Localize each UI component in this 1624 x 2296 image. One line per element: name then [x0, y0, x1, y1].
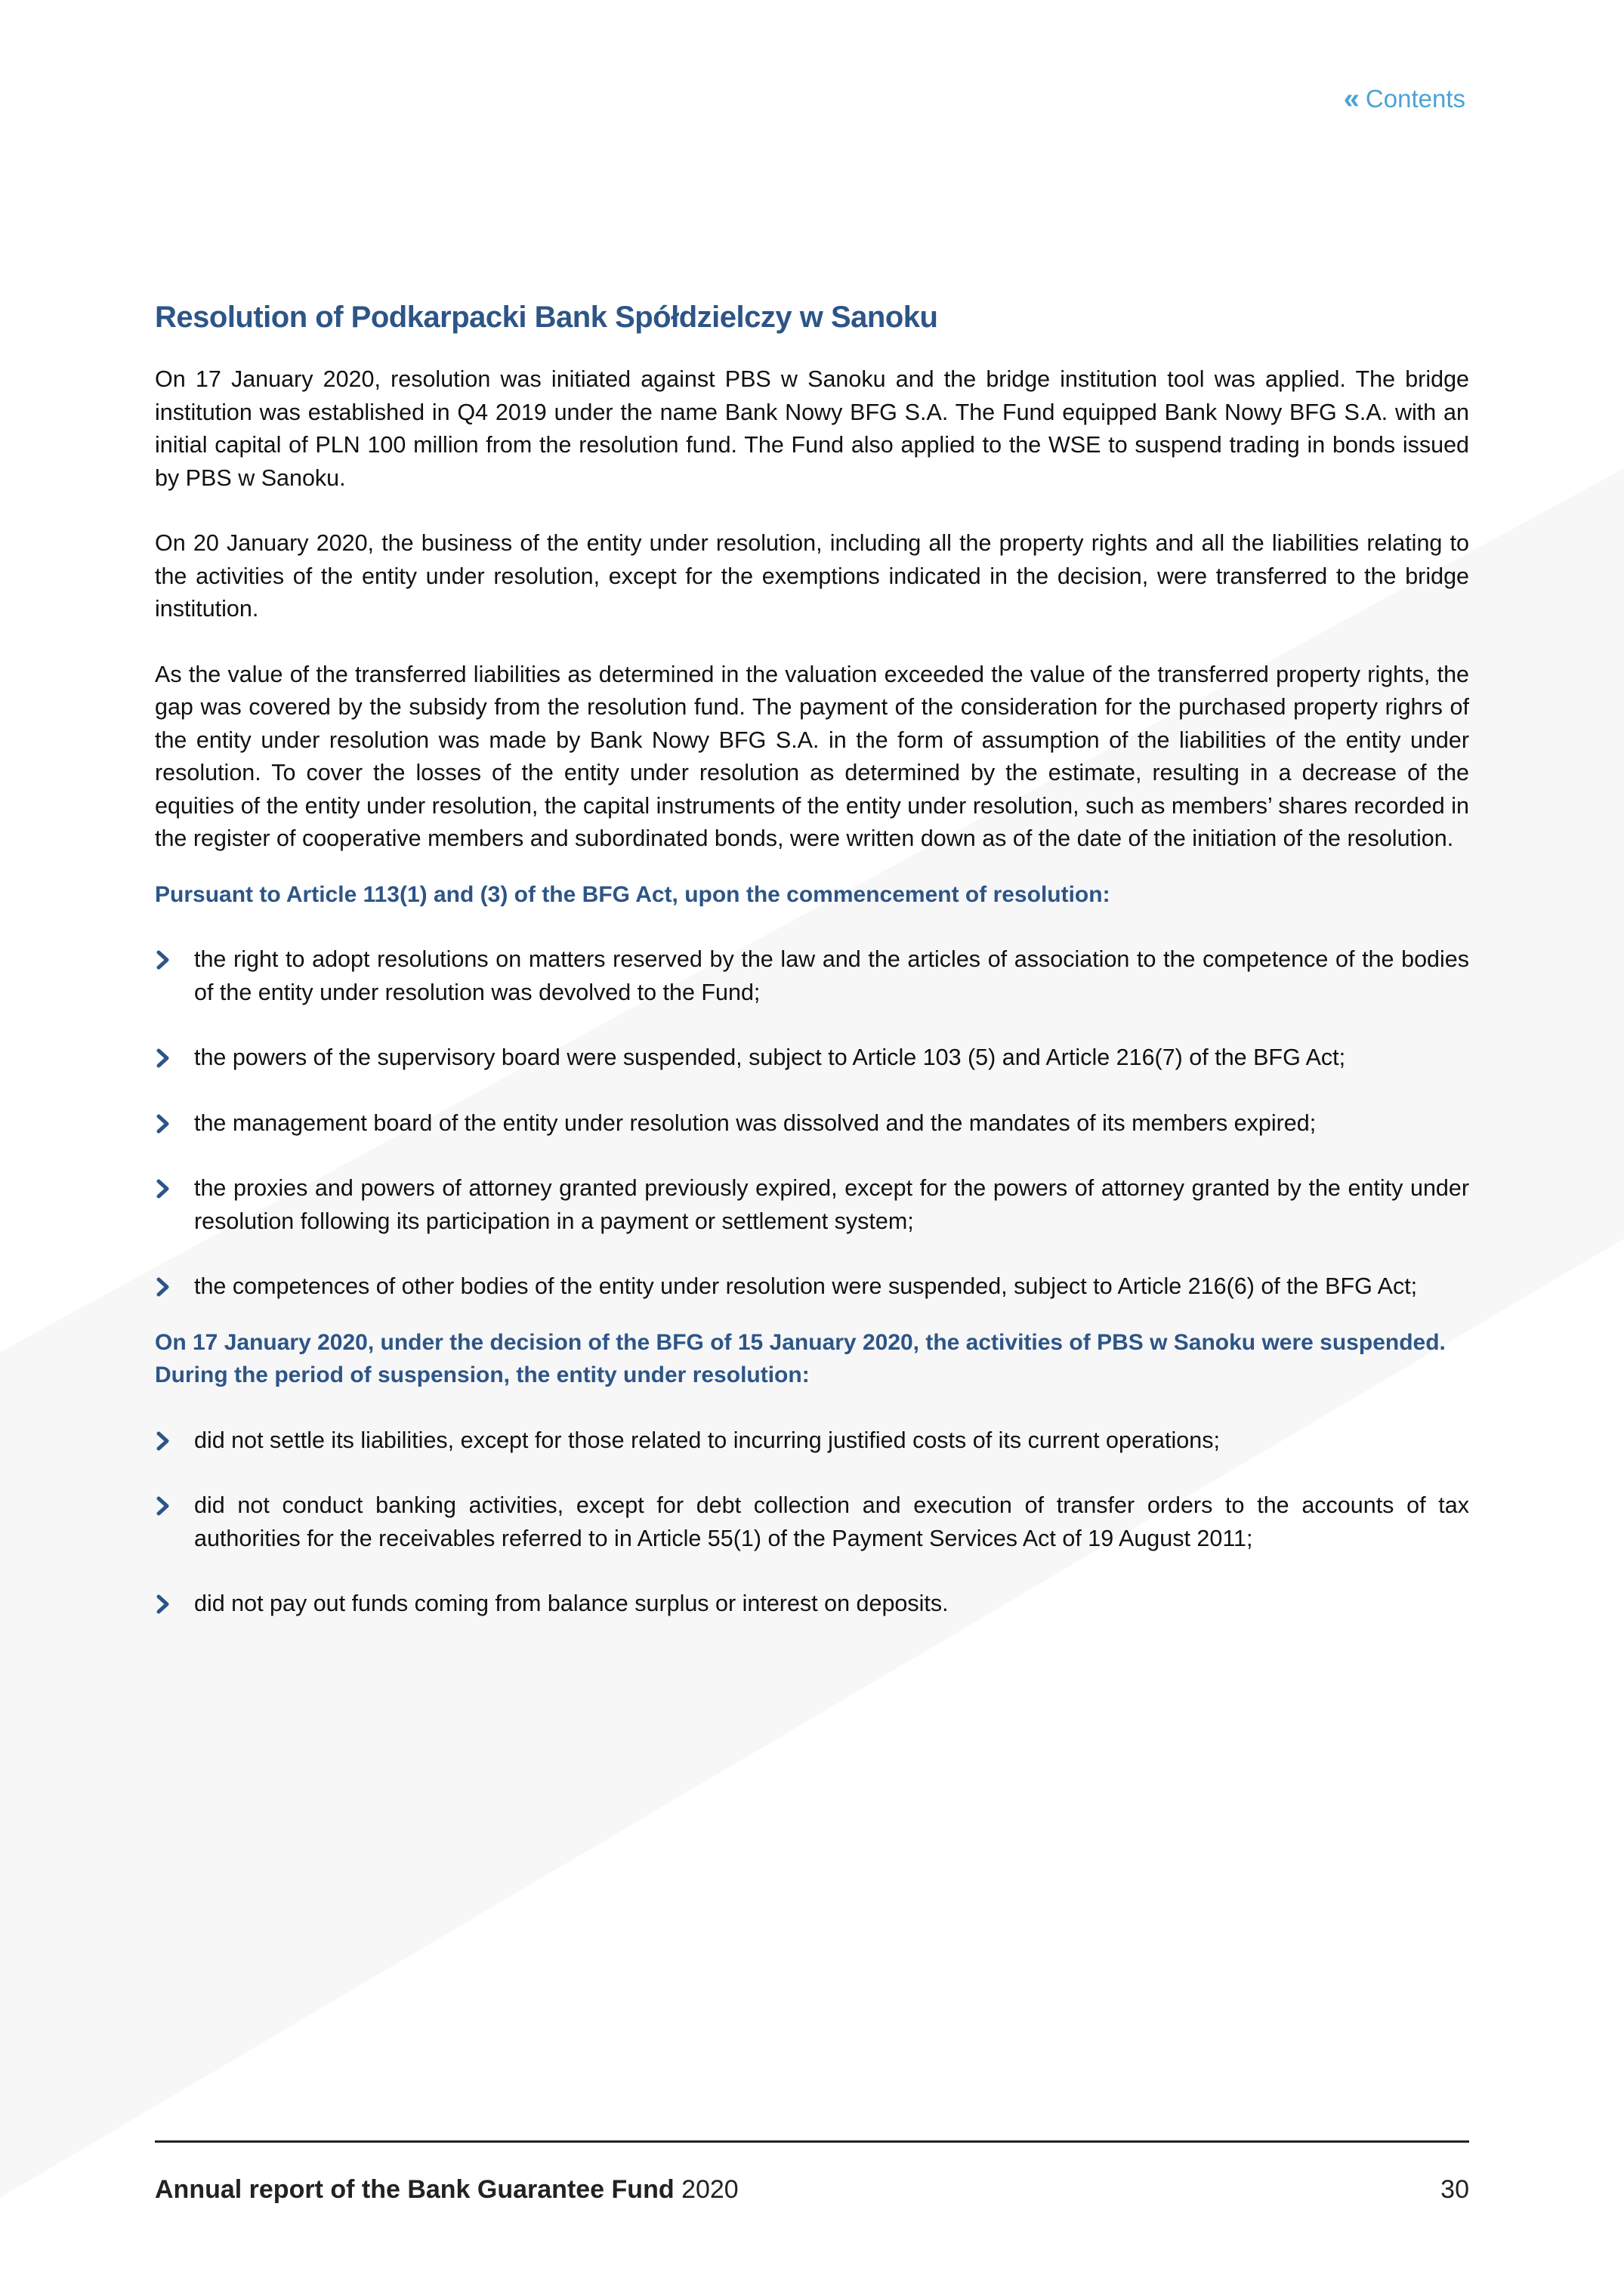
section-lead-suspension: On 17 January 2020, under the decision of the BFG of 15 January 2020, the activities of PBS w Sanoku were suspended. During the period of suspension, the entity under resolution: — [155, 1329, 1446, 1387]
chevron-right-icon — [155, 1048, 171, 1069]
list-article-113-effects — [155, 943, 1469, 1304]
list-item — [155, 1172, 1469, 1238]
footer-report-title — [155, 2175, 739, 2205]
chevron-right-icon — [155, 1594, 171, 1615]
section-lead-article-113: Pursuant to Article 113(1) and (3) of the BFG Act, upon the commencement of resolution: — [155, 881, 1110, 907]
chevron-right-icon — [155, 1178, 171, 1199]
list-item-text: the proxies and powers of attorney granted previously expired, except for the powers of attorney granted by the entity under resolution following its participation in a payment or settlement system; — [194, 1175, 1469, 1234]
contents-label: Contents — [1365, 85, 1465, 113]
list-item — [155, 1489, 1469, 1555]
footer-divider — [155, 2140, 1469, 2143]
paragraph-resolution-initiated: On 17 January 2020, resolution was initiated against PBS w Sanoku and the bridge institution tool was applied. The bridge institution was established in Q4 2019 under the name Bank Nowy BFG S.A. The Fund equipped Bank Nowy BFG S.A. with an initial capital of PLN 100 million from the resolution fund. The Fund also applied to the WSE to suspend trading in bonds issued by PBS w Sanoku. — [155, 366, 1469, 491]
paragraph-business-transferred: On 20 January 2020, the business of the entity under resolution, including all the property rights and all the liabilities relating to the activities of the entity under resolution, except for the exemptions indicated in the decision, were transferred to the bridge institution. — [155, 530, 1469, 622]
list-item — [155, 1588, 1469, 1621]
list-item — [155, 943, 1469, 1009]
contents-link[interactable] — [1344, 85, 1465, 113]
list-item — [155, 1424, 1469, 1458]
page-number: 30 — [1440, 2175, 1469, 2204]
chevron-right-icon — [155, 1276, 171, 1298]
list-item — [155, 1270, 1469, 1304]
chevron-right-icon — [155, 949, 171, 971]
list-item — [155, 1107, 1469, 1140]
footer-report-name: Annual report of the Bank Guarantee Fund — [155, 2175, 675, 2204]
double-chevron-left-icon: « — [1343, 83, 1357, 115]
list-item-text: the competences of other bodies of the entity under resolution were suspended, subject to Article 216(6) of the BFG Act; — [194, 1273, 1418, 1299]
main-content — [155, 301, 1469, 1653]
list-item-text: did not conduct banking activities, except for debt collection and execution of transfer orders to the accounts of tax authorities for the receivables referred to in Article 55(1) of the Payment Services Act of 19 August 2011; — [194, 1492, 1469, 1551]
list-item-text: the management board of the entity under resolution was dissolved and the mandates of its members expired; — [194, 1109, 1317, 1136]
list-item — [155, 1042, 1469, 1075]
footer-report-year: 2020 — [681, 2175, 739, 2204]
list-suspension-effects — [155, 1424, 1469, 1621]
list-item-text: did not settle its liabilities, except for those related to incurring justified costs of its current operations; — [194, 1427, 1220, 1453]
chevron-right-icon — [155, 1113, 171, 1134]
list-item-text: did not pay out funds coming from balance surplus or interest on deposits. — [194, 1591, 949, 1616]
page-title: Resolution of Podkarpacki Bank Spółdzielczy w Sanoku — [155, 301, 938, 334]
chevron-right-icon — [155, 1430, 171, 1452]
list-item-text: the right to adopt resolutions on matters reserved by the law and the articles of association to the competence of the bodies of the entity under resolution was devolved to the Fund; — [194, 946, 1469, 1005]
chevron-right-icon — [155, 1495, 171, 1517]
list-item-text: the powers of the supervisory board were suspended, subject to Article 103 (5) and Article 216(7) of the BFG Act; — [194, 1045, 1346, 1070]
paragraph-valuation-gap: As the value of the transferred liabilities as determined in the valuation exceeded the value of the transferred property rights, the gap was covered by the subsidy from the resolution fund. The payment of the consideration for the purchased property righrs of the entity under resolution was made by Bank Nowy BFG S.A. in the form of assumption of the liabilities of the entity under resolution. To cover the losses of the entity under resolution as determined by the estimate, resulting in a decrease of the equities of the entity under resolution, the capital instruments of the entity under resolution, such as members’ shares recorded in the register of cooperative members and subordinated bonds, were written down as of the date of the initiation of the resolution. — [155, 661, 1469, 851]
